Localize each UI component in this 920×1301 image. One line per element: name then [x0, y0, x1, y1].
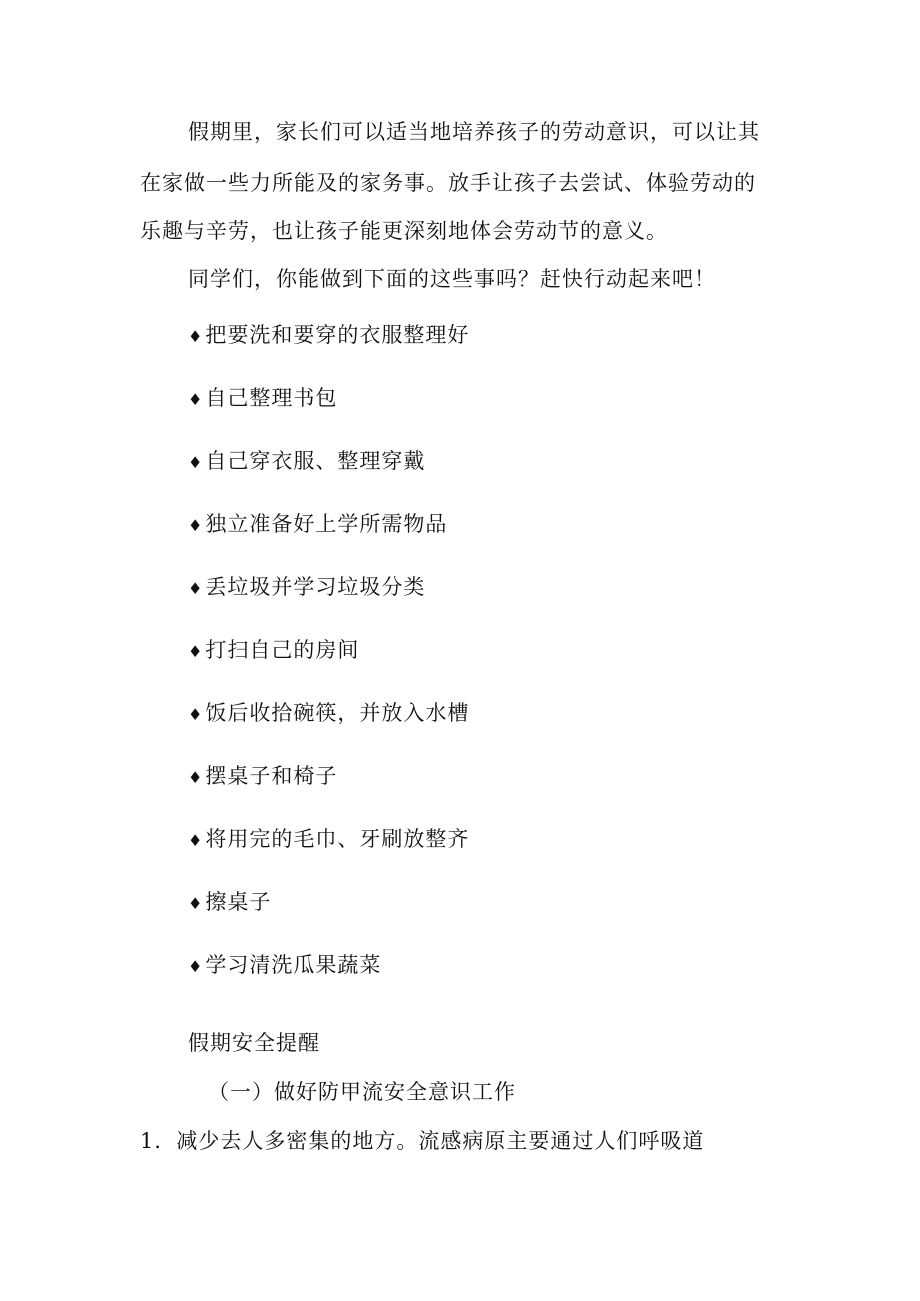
numbered-item-1: 1．减少去人多密集的地方。流感病原主要通过人们呼吸道: [140, 1129, 705, 1153]
list-item-text: 学习清洗瓜果蔬菜: [205, 953, 382, 977]
list-item-text: 擦桌子: [205, 890, 272, 914]
list-item-text: 独立准备好上学所需物品: [205, 512, 448, 536]
list-item: [188, 509, 848, 541]
diamond-bullet-icon: ♦: [188, 390, 204, 409]
diamond-bullet-icon: ♦: [188, 831, 204, 850]
list-item: [188, 572, 848, 604]
paragraph-1-line-3: 乐趣与辛劳，也让孩子能更深刻地体会劳动节的意义。: [140, 219, 668, 243]
list-item: [188, 635, 848, 667]
paragraph-2: 同学们，你能做到下面的这些事吗？赶快行动起来吧！: [188, 267, 716, 291]
diamond-bullet-icon: ♦: [188, 453, 204, 472]
list-item-text: 打扫自己的房间: [205, 638, 360, 662]
list-item-text: 把要洗和要穿的衣服整理好: [205, 323, 470, 347]
paragraph-1-line-1: 假期里，家长们可以适当地培养孩子的劳动意识，可以让其: [188, 120, 760, 144]
list-item: [188, 950, 848, 982]
subsection-title: （一）做好防甲流安全意识工作: [208, 1080, 516, 1104]
section-title: 假期安全提醒: [188, 1031, 320, 1055]
list-item: [188, 383, 848, 415]
list-item-text: 自己整理书包: [205, 386, 338, 410]
diamond-bullet-icon: ♦: [188, 894, 204, 913]
list-item: [188, 698, 848, 730]
diamond-bullet-icon: ♦: [188, 327, 204, 346]
list-item: [188, 824, 848, 856]
diamond-bullet-icon: ♦: [188, 516, 204, 535]
list-item: [188, 761, 848, 793]
list-item-text: 自己穿衣服、整理穿戴: [205, 449, 426, 473]
list-item: [188, 887, 848, 919]
list-item-text: 摆桌子和椅子: [205, 764, 338, 788]
diamond-bullet-icon: ♦: [188, 768, 204, 787]
diamond-bullet-icon: ♦: [188, 957, 204, 976]
diamond-bullet-icon: ♦: [188, 642, 204, 661]
paragraph-1-line-2: 在家做一些力所能及的家务事。放手让孩子去尝试、体验劳动的: [140, 171, 756, 195]
diamond-bullet-icon: ♦: [188, 705, 204, 724]
list-item: [188, 320, 848, 352]
list-item: [188, 446, 848, 478]
list-item-text: 将用完的毛巾、牙刷放整齐: [205, 827, 470, 851]
list-item-text: 饭后收拾碗筷，并放入水槽: [205, 701, 470, 725]
list-item-text: 丢垃圾并学习垃圾分类: [205, 575, 426, 599]
diamond-bullet-icon: ♦: [188, 579, 204, 598]
